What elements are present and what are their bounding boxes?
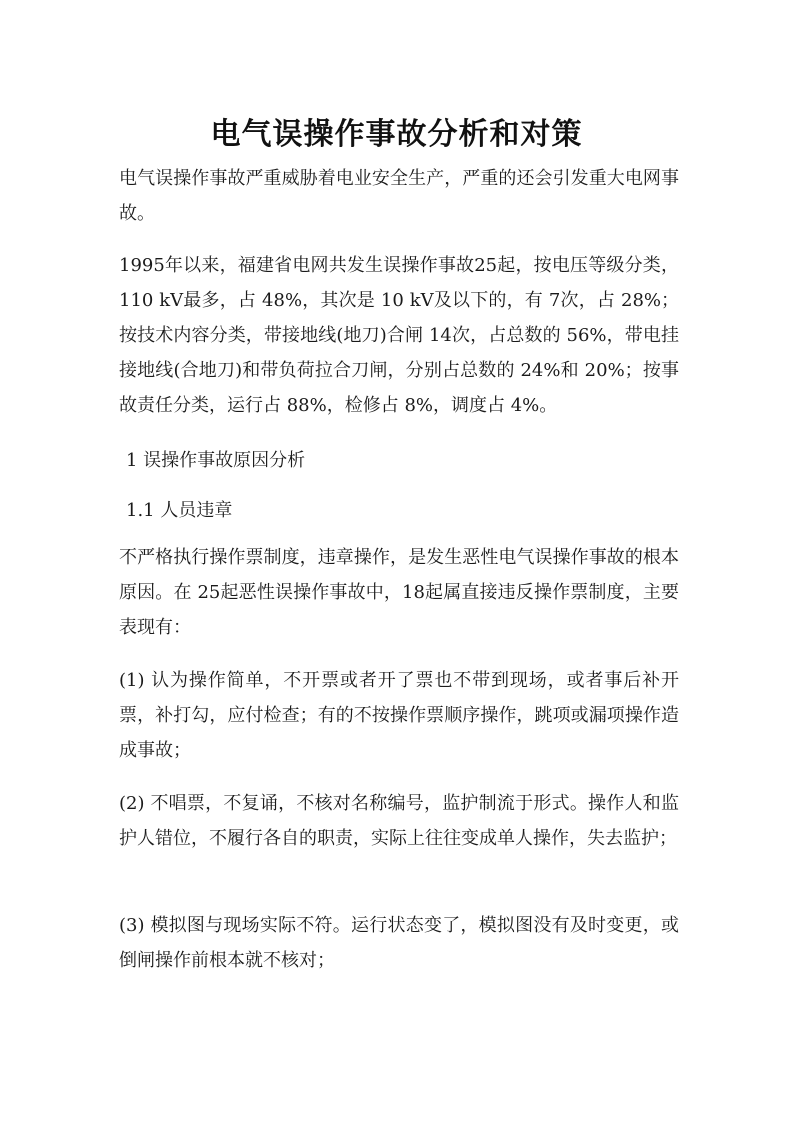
section-heading: 1 误操作事故原因分析 (126, 450, 306, 471)
cause-paragraph: 不严格执行操作票制度，违章操作，是发生恶性电气误操作事故的根本原因。在 25起恶性误操作事故中，18起属直接违反操作票制度，主要表现有： (119, 547, 679, 638)
list-item-2: (2) 不唱票，不复诵，不核对名称编号，监护制流于形式。操作人和监护人错位，不履行各自的职责，实际上往往变成单人操作，失去监护； (119, 793, 679, 849)
statistics-paragraph: 1995年以来，福建省电网共发生误操作事故25起，按电压等级分类，110 kV最多，占 48%，其次是 10 kV及以下的，有 7次，占 28%；按技术内容分类，带接地线(地刀)合闸 14次，占总数的 56%，带电挂接地线(合地刀)和带负荷拉合刀闸，分别占总数的 24%和 20%；按事故责任分类，运行占 88%，检修占 8%，调度占 4%。 (119, 255, 679, 416)
list-item-3: (3) 模拟图与现场实际不符。运行状态变了，模拟图没有及时变更，或倒闸操作前根本就不核对； (119, 915, 679, 971)
intro-paragraph: 电气误操作事故严重威胁着电业安全生产，严重的还会引发重大电网事故。 (119, 168, 679, 224)
page-title: 电气误操作事故分析和对策 (210, 117, 583, 153)
subsection-heading: 1.1 人员违章 (126, 500, 233, 521)
list-item-1: (1) 认为操作简单，不开票或者开了票也不带到现场，或者事后补开票，补打勾，应付检查；有的不按操作票顺序操作，跳项或漏项操作造成事故； (119, 670, 679, 761)
